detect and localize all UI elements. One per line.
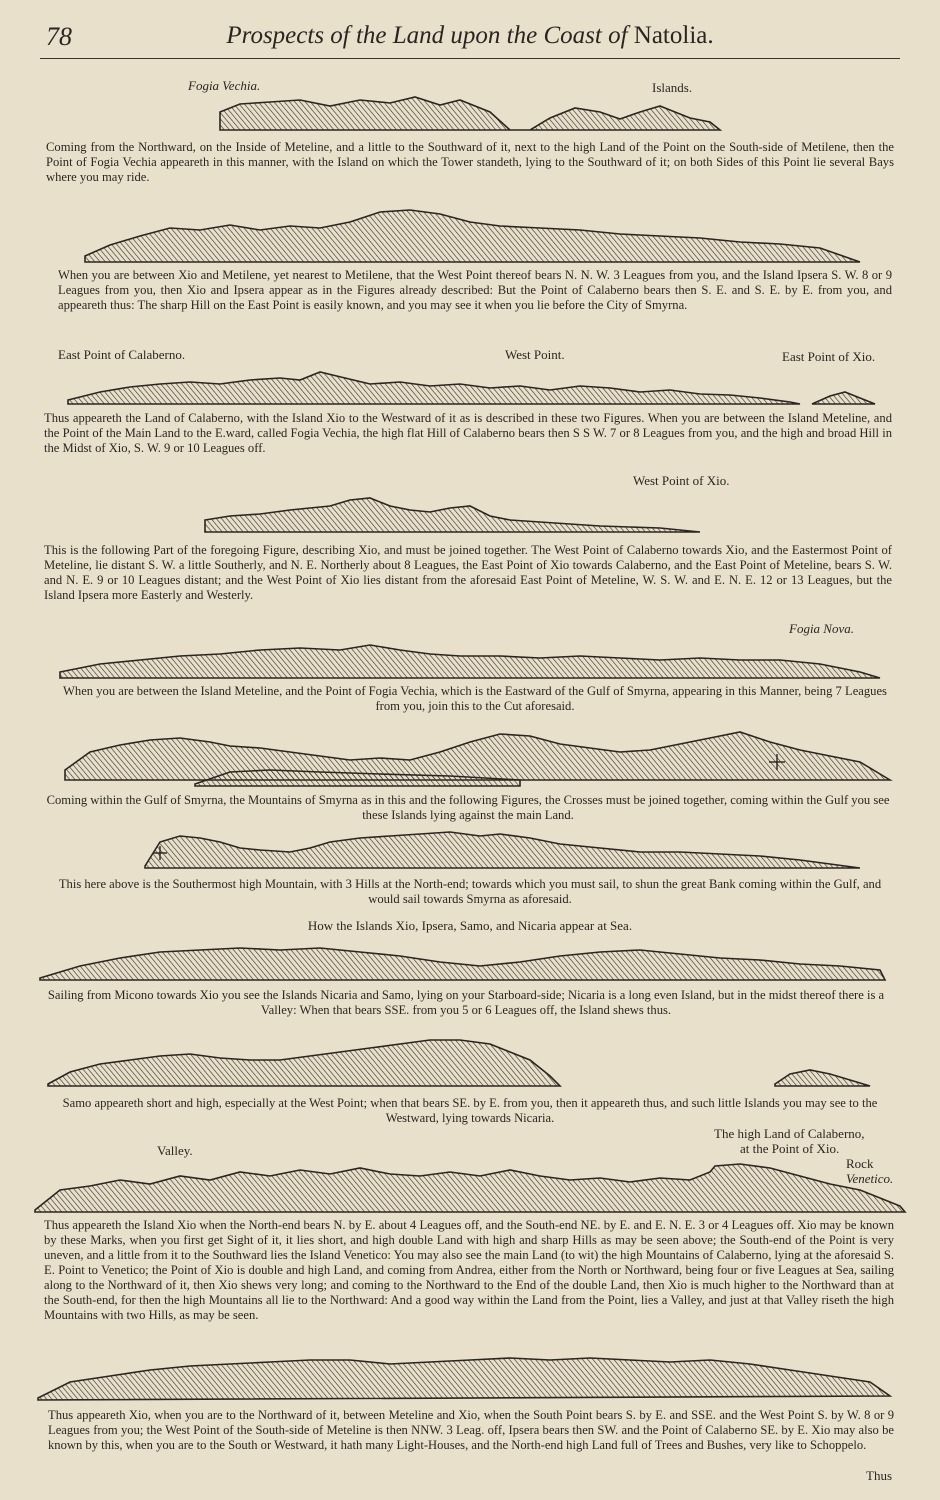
- paragraph-9: Samo appeareth short and high, especially at the West Point; when that bears SE. by E. from you, then it appeareth thus, and such little Islands you may see to the Westward, lying towards Nicaria.: [62, 1096, 878, 1125]
- label-fogia-nova: Fogia Nova.: [789, 621, 854, 636]
- paragraph-7: This here above is the Southermost high Mountain, with 3 Hills at the North-end; towards which you must sail, to shun the great Bank coming within the Gulf, and would sail towards Smyrna as aforesaid.: [58, 877, 882, 906]
- paragraph-1: Coming from the Northward, on the Inside of Meteline, and a little to the Southward of it, next to the high Land of the Point on the South-side of Metilene, then the Point of Fogia Vechia appeareth in this manner, with the Island on which the Tower standeth, lying to the Southward of it; on both Sides of this Point lie several Bays where you may ride.: [46, 140, 894, 184]
- label-high-land-2: at the Point of Xio.: [740, 1141, 840, 1156]
- paragraph-2: When you are between Xio and Metilene, yet nearest to Metilene, that the West Point thereof bears N. N. W. 3 Leagues from you, and the Island Ipsera S. W. 8 or 9 Leagues from you, then Xio and Ipsera appear as in the Figures already described: But the Point of Calaberno bears then S. E. and S. E. by E. from you, and appeareth thus: The sharp Hill on the East Point is easily known, and you may see it when you lie before the City of Smyrna.: [58, 268, 892, 312]
- label-how-islands: How the Islands Xio, Ipsera, Samo, and Nicaria appear at Sea.: [307, 918, 633, 933]
- label-east-point-calaberno: East Point of Calaberno.: [58, 347, 186, 362]
- paragraph-8: Sailing from Micono towards Xio you see the Islands Nicaria and Samo, lying on your Starboard-side; Nicaria is a long even Island, but in the midst thereof there is a Valley: When that bears SSE. from you 5 or 6 Leagues off, the Island shews thus.: [47, 988, 885, 1017]
- label-high-land-1: The high Land of Calaberno,: [714, 1126, 865, 1141]
- running-title-roman: Natolia.: [633, 22, 714, 49]
- page-number: 78: [46, 22, 72, 51]
- paragraph-10: Thus appeareth the Island Xio when the North-end bears N. by E. about 4 Leagues off, and the South-end NE. by E. and E. N. E. 3 or 4 Leagues off. Xio may be known by these Marks, when you first get Sight of it, it lies short, and high double Land with high and sharp Hills as may be seen above; the South-end of the Point is very uneven, and a little from it to the Southward lies the Island Venetico: You may also see the main Land (to wit) the high Mountains of Calaberno, lying at the aforesaid S. E. Point to Venetico; the Point of Xio is double and high Land, and coming from Andrea, either from the North or Northward, being four or five Leagues at Sea, sailing along to the Northward of it, then Xio shews very long; and coming to the Northward to the End of the double Land, then Xio is much higher to the Northward than at the South-end, for then the high Mountains all lie to the Northward: And a good way within the Land from the Point, lies a Valley, and just at that Valley riseth the high Mountains with two Hills, as may be seen.: [44, 1218, 894, 1322]
- paragraph-4: This is the following Part of the foregoing Figure, describing Xio, and must be joined together. The West Point of Calaberno towards Xio, and the Eastermost Point of Meteline, lie distant S. W. a little Southerly, and N. E. Northerly about 8 Leagues, the East Point of Xio towards Calaberno, and the East Point of Meteline, bears S. W. and N. E. 9 or 10 Leagues distant; and the West Point of Xio lies distant from the aforesaid East Point of Meteline, W. S. W. and E. N. E. 12 or 13 Leagues, but the Island Ipsera more Easterly and Westerly.: [44, 543, 892, 602]
- label-rock: Rock: [846, 1156, 874, 1171]
- paragraph-11: Thus appeareth Xio, when you are to the Northward of it, between Meteline and Xio, when the South Point bears S. by E. and SSE. and the West Point S. by W. 8 or 9 Leagues from you; the West Point of the South-side of Meteline is then NNW. 3 Leag. off, Ipsera bears then SW. and the Point of Calaberno SE. by E. Xio may also be known by this, when you are to the South or Westward, it hath many Light-Houses, and the North-end high Land full of Trees and Bushes, very like to Schoppelo.: [48, 1408, 894, 1452]
- label-valley: Valley.: [157, 1143, 193, 1158]
- catchword: Thus: [866, 1468, 892, 1483]
- label-east-point-xio: East Point of Xio.: [782, 349, 876, 364]
- label-venetico: Venetico.: [846, 1171, 894, 1186]
- label-west-point-xio: West Point of Xio.: [633, 473, 730, 488]
- running-title-italic: Prospects of the Land upon the Coast of: [226, 22, 628, 49]
- label-islands: Islands.: [652, 80, 693, 95]
- label-fogia-vechia: Fogia Vechia.: [188, 78, 261, 93]
- paragraph-3: Thus appeareth the Land of Calaberno, with the Island Xio to the Westward of it as is described in these two Figures. When you are between the Island Meteline, and the Point of the Main Land to the E.ward, called Fogia Vechia, the high flat Hill of Calaberno bears then S S W. 7 or 8 Leagues from you, and the high and broad Hill in the Midst of Xio, S. W. 9 or 10 Leagues off.: [44, 411, 892, 455]
- paragraph-6: Coming within the Gulf of Smyrna, the Mountains of Smyrna as in this and the following Figures, the Crosses must be joined together, coming within the Gulf you see these Islands lying against the main Land.: [46, 793, 890, 822]
- label-west-point: West Point.: [505, 347, 565, 362]
- paragraph-5: When you are between the Island Meteline, and the Point of Fogia Vechia, which is the Eastward of the Gulf of Smyrna, appearing in this Manner, being 7 Leagues from you, join this to the Cut aforesaid.: [63, 684, 887, 713]
